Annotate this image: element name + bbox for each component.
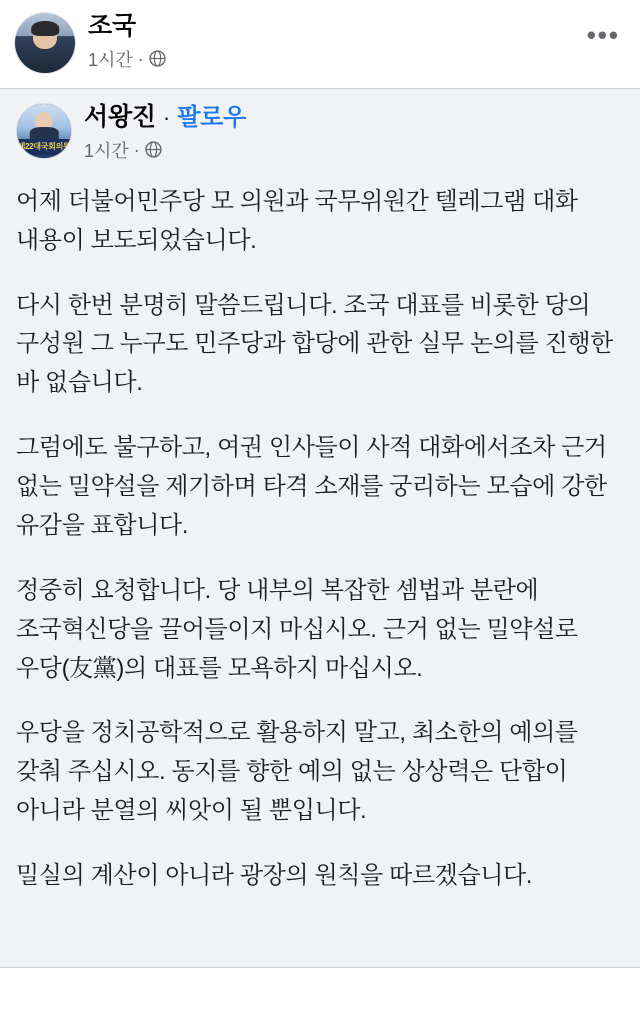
post-timestamp[interactable]: 1시간 [88,49,133,70]
shared-post-meta [84,137,246,163]
post-text [16,183,624,896]
shared-post-name-row [84,103,246,132]
post-paragraph: 그럼에도 불구하고, 여권 인사들이 사적 대화에서조차 근거 없는 밀약설을 제기하며 타격 소재를 궁리하는 모습에 강한 유감을 표합니다. [16,434,607,539]
shared-post-author-name[interactable]: 서왕진 [84,103,156,131]
meta-separator: · [133,139,140,160]
post-author-name[interactable]: 조국 [88,12,136,41]
post-paragraph: 정중히 요청합니다. 당 내부의 복잡한 셈법과 분란에 조국혁신당을 끌어들이지 마십시오. 근거 없는 밀약설로 우당(友黨)의 대표를 모욕하지 마십시오. [16,576,578,682]
post-header [0,0,640,84]
globe-icon[interactable] [145,141,162,158]
post-header-text [88,12,587,72]
shared-post-timestamp[interactable]: 1시간 [84,140,129,161]
post-paragraph: 밀실의 계산이 아니라 광장의 원칙을 따르겠습니다. [16,862,533,889]
avatar-banner-label: 제22대국회의원 [17,139,71,155]
meta-separator: · [137,48,144,69]
avatar[interactable] [14,12,76,74]
more-options-icon[interactable]: ••• [586,20,620,50]
shared-post-card[interactable] [0,88,640,968]
name-separator: · [162,105,171,130]
shared-post-header [16,103,624,171]
avatar-portrait [35,112,53,131]
post-meta [88,46,587,72]
post-paragraph: 어제 더불어민주당 모 의원과 국무위원간 텔레그램 대화 내용이 보도되었습니다. [16,187,578,254]
avatar-image [15,13,75,73]
follow-button[interactable]: 팔로우 [177,104,247,131]
post-paragraph: 다시 한번 분명히 말씀드립니다. 조국 대표를 비롯한 당의 구성원 그 누구도 민주당과 합당에 관한 실무 논의를 진행한 바 없습니다. [16,291,613,397]
post-paragraph: 우당을 정치공학적으로 활용하지 말고, 최소한의 예의를 갖춰 주십시오. 동지를 향한 예의 없는 상상력은 단합이 아니라 분열의 씨앗이 될 뿐입니다. [16,719,578,825]
shared-post-header-text [84,103,246,163]
shared-post-avatar[interactable] [16,103,72,159]
globe-icon[interactable] [149,50,166,67]
